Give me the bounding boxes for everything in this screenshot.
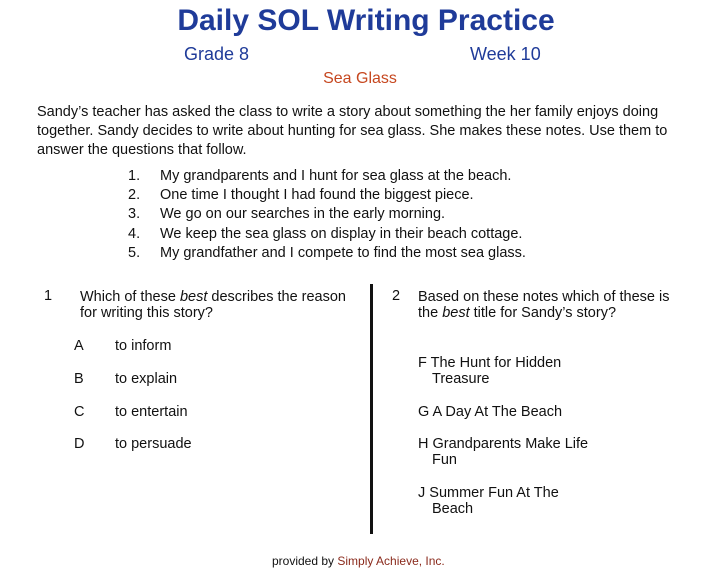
- question-2-suffix: title for Sandy’s story?: [469, 305, 617, 321]
- question-2-prefix: Based on these notes which of these is the: [418, 289, 670, 321]
- option-g-letter: G: [418, 404, 430, 420]
- option-f[interactable]: [418, 355, 561, 387]
- note-item: [128, 186, 526, 205]
- passage-title: Sea Glass: [323, 70, 397, 87]
- note-item: [128, 225, 526, 244]
- option-g[interactable]: [418, 404, 562, 420]
- note-text: My grandparents and I hunt for sea glass at the beach.: [160, 168, 512, 184]
- notes-list: [128, 167, 526, 263]
- option-j-letter: J: [418, 485, 426, 501]
- note-text: My grandfather and I compete to find the most sea glass.: [160, 244, 526, 261]
- option-a-text[interactable]: to inform: [115, 338, 172, 354]
- option-b-letter[interactable]: B: [74, 371, 84, 387]
- question-1-emphasis: best: [179, 289, 208, 305]
- question-1-prefix: Which of these: [80, 289, 180, 305]
- option-c-text[interactable]: to entertain: [115, 404, 188, 420]
- page-title: Daily SOL Writing Practice: [177, 4, 555, 37]
- option-h-line1: Grandparents Make Life: [432, 436, 589, 452]
- option-g-line1: A Day At The Beach: [432, 404, 563, 420]
- option-j-line2: Beach: [432, 501, 474, 517]
- option-f-line2: Treasure: [432, 371, 490, 387]
- option-j-line1: Summer Fun At The: [429, 485, 559, 501]
- option-a-letter[interactable]: A: [74, 338, 84, 354]
- week-label: Week 10: [470, 44, 541, 64]
- footer-prefix: provided by: [272, 554, 338, 568]
- note-item: [128, 244, 526, 263]
- question-1-text: [80, 289, 355, 321]
- option-h-line2: Fun: [432, 452, 457, 468]
- question-2-number: 2: [392, 288, 401, 304]
- note-item: [128, 167, 526, 186]
- footer-brand: Simply Achieve, Inc.: [337, 554, 445, 568]
- option-j[interactable]: [418, 485, 559, 517]
- option-d-text[interactable]: to persuade: [115, 436, 192, 452]
- note-text: One time I thought I had found the biggest piece.: [160, 187, 474, 204]
- question-1-suffix: describes the reason for writing this story?: [80, 289, 346, 321]
- intro-paragraph: Sandy’s teacher has asked the class to write a story about something the her family enjoys doing together. Sandy decides to write about hunting for sea glass. She makes these notes. Use them to answer the questions that follow.: [37, 104, 668, 158]
- footer-credit: [272, 554, 445, 568]
- note-text: We keep the sea glass on display in their beach cottage.: [160, 225, 523, 242]
- option-f-line1: The Hunt for Hidden: [430, 355, 562, 371]
- question-1-number: 1: [44, 288, 53, 304]
- note-number: 4.: [128, 225, 141, 242]
- question-2-text: [418, 289, 678, 321]
- option-f-letter: F: [418, 355, 427, 371]
- grade-label: Grade 8: [184, 44, 250, 64]
- option-h[interactable]: [418, 436, 588, 468]
- question-2-emphasis: best: [442, 305, 470, 321]
- note-number: 3.: [128, 206, 141, 223]
- note-text: We go on our searches in the early morning.: [160, 206, 446, 223]
- note-number: 2.: [128, 187, 141, 204]
- note-number: 5.: [128, 244, 141, 261]
- option-b-text[interactable]: to explain: [115, 371, 178, 387]
- option-d-letter[interactable]: D: [74, 436, 85, 452]
- column-divider: [370, 284, 373, 534]
- note-number: 1.: [128, 168, 141, 184]
- option-h-letter: H: [418, 436, 429, 452]
- option-c-letter[interactable]: C: [74, 404, 85, 420]
- note-item: [128, 205, 526, 224]
